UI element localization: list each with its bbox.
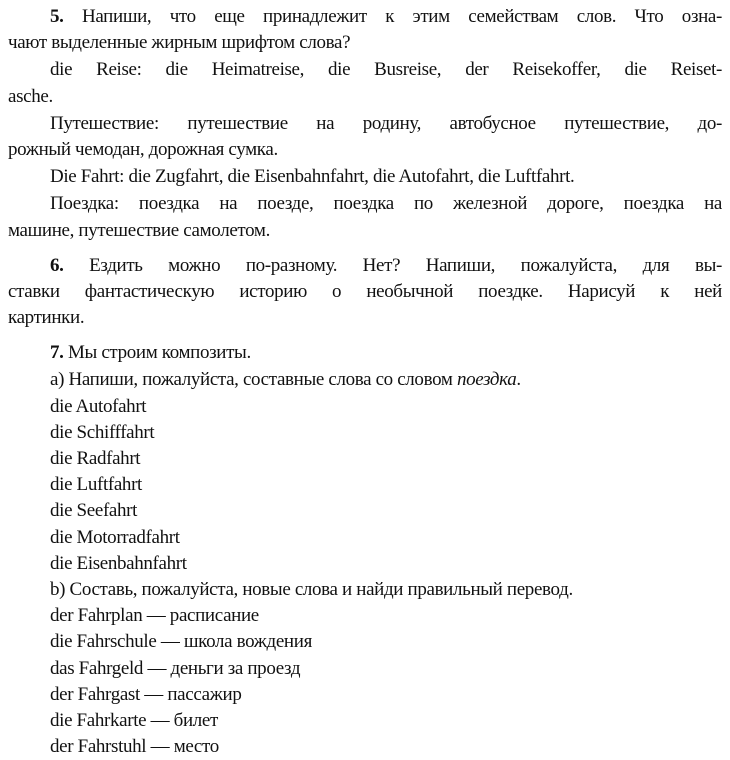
- line-text: Мы строим композиты.: [63, 342, 251, 364]
- line-text: .: [516, 369, 521, 391]
- line-text: а) Напиши, пожалуйста, составные слова со словом: [50, 369, 457, 391]
- text-line: [8, 253, 722, 279]
- text-line: [8, 472, 722, 498]
- exercise-number: 6.: [50, 254, 64, 276]
- document-page: [8, 4, 722, 760]
- text-line: [8, 734, 722, 760]
- line-text: die Seefahrt: [50, 500, 138, 522]
- line-text: der Fahrstuhl — место: [50, 736, 219, 758]
- text-line: [8, 682, 722, 708]
- text-line: [8, 420, 722, 446]
- exercise-number: 5.: [50, 6, 64, 27]
- line-text: die Fahrschule — школа вождения: [50, 631, 312, 653]
- text-line: [8, 218, 722, 244]
- text-line: [8, 4, 722, 30]
- text-line: [8, 305, 722, 331]
- text-line: [8, 279, 722, 305]
- line-text: die Reise: die Heimatreise, die Busreise, der Reisekoffer, die Reiset-: [50, 59, 722, 81]
- line-text: der Fahrgast — пассажир: [50, 683, 242, 705]
- exercise-number: 7.: [50, 342, 64, 364]
- text-line: [8, 164, 722, 190]
- line-text: Ездить можно по-разному. Нет? Напиши, пожалуйста, для вы-: [63, 254, 722, 276]
- paragraph: [8, 191, 722, 243]
- line-text: die Radfahrt: [50, 448, 141, 469]
- text-line: [8, 191, 722, 217]
- line-text: Die Fahrt: die Zugfahrt, die Eisenbahnfahrt, die Autofahrt, die Luftfahrt.: [50, 166, 575, 188]
- line-text: die Fahrkarte — билет: [50, 709, 218, 731]
- text-line: [8, 367, 722, 393]
- paragraph: [8, 164, 722, 190]
- text-line: [8, 498, 722, 524]
- line-text: машине, путешествие самолетом.: [8, 219, 270, 241]
- line-text: картинки.: [8, 307, 85, 329]
- line-text: asche.: [8, 85, 53, 107]
- text-line: [8, 656, 722, 682]
- text-line: [8, 629, 722, 655]
- text-line: [8, 577, 722, 603]
- text-line: [8, 30, 722, 56]
- exercise-7: [8, 340, 722, 366]
- line-text: das Fahrgeld — деньги за проезд: [50, 657, 301, 679]
- line-text: die Autofahrt: [50, 395, 147, 417]
- line-text: die Schifffahrt: [50, 421, 155, 443]
- paragraph: [8, 57, 722, 109]
- exercise-6: [8, 253, 722, 332]
- text-line: [8, 708, 722, 734]
- text-line: [8, 446, 722, 472]
- text-line: [8, 394, 722, 420]
- line-text: чают выделенные жирным шрифтом слова?: [8, 32, 351, 54]
- line-text: die Eisenbahnfahrt: [50, 552, 187, 574]
- text-line: [8, 111, 722, 137]
- text-line: [8, 603, 722, 629]
- paragraph: [8, 367, 722, 760]
- line-text: ставки фантастическую историю о необычной поездке. Нарисуй к ней: [8, 280, 722, 302]
- text-line: [8, 84, 722, 110]
- exercise-5: [8, 4, 722, 56]
- line-text: рожный чемодан, дорожная сумка.: [8, 138, 278, 160]
- line-text: b) Составь, пожалуйста, новые слова и найди правильный перевод.: [50, 578, 573, 600]
- italic-word: поездка: [456, 369, 517, 391]
- line-text: Напиши, что еще принадлежит к этим семействам слов. Что озна-: [63, 6, 722, 27]
- line-text: die Motorradfahrt: [50, 526, 180, 548]
- line-text: der Fahrplan — расписание: [50, 605, 259, 627]
- text-line: [8, 525, 722, 551]
- line-text: Путешествие: путешествие на родину, автобусное путешествие, до-: [50, 112, 722, 134]
- line-text: die Luftfahrt: [50, 474, 142, 496]
- line-text: Поездка: поездка на поезде, поездка по железной дороге, поездка на: [50, 193, 722, 215]
- text-line: [8, 551, 722, 577]
- text-line: [8, 57, 722, 83]
- paragraph: [8, 111, 722, 163]
- text-line: [8, 340, 722, 366]
- text-line: [8, 137, 722, 163]
